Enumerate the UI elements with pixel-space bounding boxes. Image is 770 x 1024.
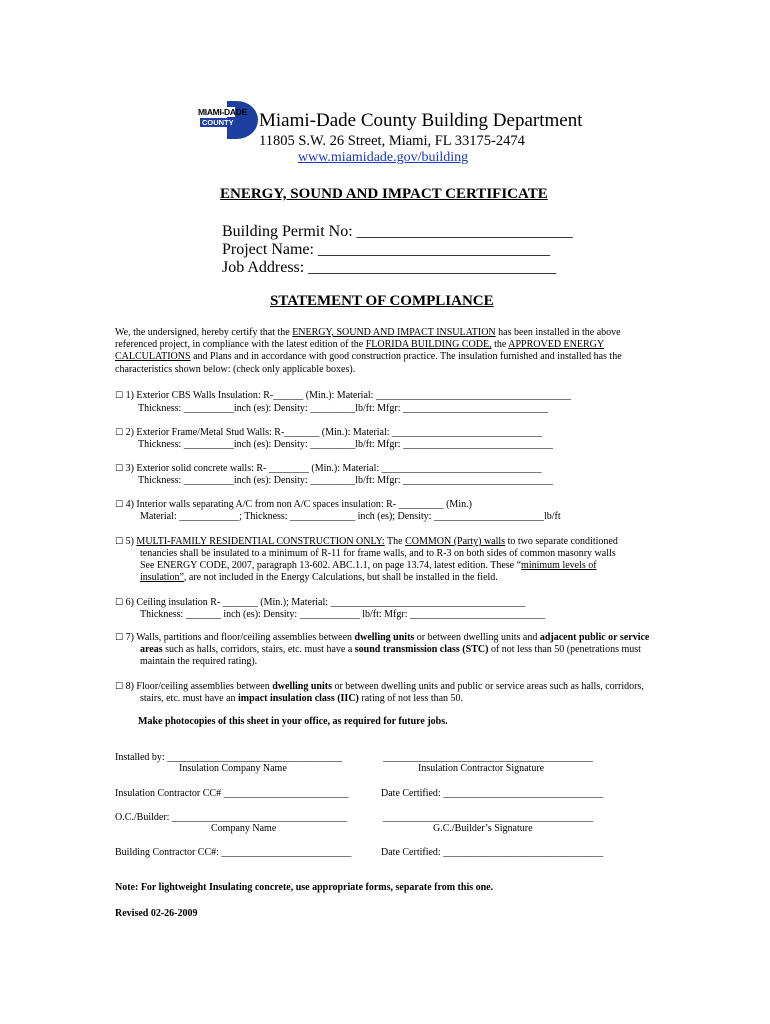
department-name: Miami-Dade County Building Department [259,110,583,131]
item-5-checkbox[interactable]: ☐ [115,537,124,547]
county-logo [197,100,259,140]
document-title: ENERGY, SOUND AND IMPACT CERTIFICATE [220,186,548,202]
insulation-contractor-signature-line[interactable]: __________________________________________ [383,752,593,763]
item-4-checkbox[interactable]: ☐ [115,500,124,510]
item-8-line-2: stairs, etc. must have an impact insulation class (IIC) rating of not less than 50. [140,693,464,704]
item-6-line-1: ☐ 6) Ceiling insulation R- _______ (Min.); Material: _______________________________________ [115,597,526,608]
item-7-line-1: ☐ 7) Walls, partitions and floor/ceiling assemblies between dwelling units or between dwelling units and adjacent public or service [115,632,650,643]
logo-text-bottom: COUNTY [202,118,234,127]
insulation-contractor-cc-field[interactable]: Insulation Contractor CC# _________________________ [115,788,349,799]
footer-note: Note: For lightweight Insulating concrete, use appropriate forms, separate from this one. [115,882,494,893]
item-7-line-2: areas such as halls, corridors, stairs, etc. must have a sound transmission class (STC) of not less than 50 (penetrations must [140,644,641,655]
logo-text-top: MIAMI-DADE [198,107,247,117]
item-4-line-2: Material: ____________; Thickness: _____________ inch (es); Density: ______________________lb/ft [140,511,561,522]
date-certified-field-1[interactable]: Date Certified: ________________________________ [381,788,604,799]
item-3-checkbox[interactable]: ☐ [115,464,124,474]
item-8-checkbox[interactable]: ☐ [115,682,124,692]
item-2-checkbox[interactable]: ☐ [115,428,124,438]
item-4-line-1: ☐ 4) Interior walls separating A/C from non A/C spaces insulation: R- _________ (Min.) [115,499,472,510]
item-5-line-3: See ENERGY CODE, 2007, paragraph 13-602. ABC.1.1, on page 13.74, latest edition. These “minimum levels of [140,560,597,571]
oc-builder-field[interactable]: O.C./Builder: ___________________________________ [115,812,347,823]
revision-date: Revised 02-26-2009 [115,908,198,919]
item-6-checkbox[interactable]: ☐ [115,598,124,608]
item-2-line-1: ☐ 2) Exterior Frame/Metal Stud Walls: R-_______ (Min.): Material: ______________________________ [115,427,543,438]
item-5-line-2: tenancies shall be insulated to a minimum of R-11 for frame walls, and to R-3 on both sides of common masonry walls [140,548,616,559]
gc-builder-signature-line[interactable]: __________________________________________ [383,812,593,823]
date-certified-field-2[interactable]: Date Certified: ________________________________ [381,847,604,858]
building-contractor-cc-field[interactable]: Building Contractor CC#: __________________________ [115,847,352,858]
item-3-line-2: Thickness: __________inch (es): Density: _________lb/ft: Mfgr: ______________________________ [138,475,553,486]
item-5-line-1: ☐ 5) MULTI-FAMILY RESIDENTIAL CONSTRUCTION ONLY: The COMMON (Party) walls to two separate conditioned [115,536,618,547]
gc-builder-signature-caption: G.C./Builder’s Signature [433,823,533,834]
intro-paragraph: We, the undersigned, hereby certify that the ENERGY, SOUND AND IMPACT INSULATION has been installed in the above referenced project, in compliance with the latest edition of the FLORIDA BUILDING CODE, the APPROVED ENERGY CALCULATIONS and Plans and in accordance with good construction practice. The insulation furnished and installed has the characteristics shown below: (check only applicable boxes). [115,327,622,375]
item-1-line-2: Thickness: __________inch (es): Density: _________lb/ft: Mfgr: _____________________________ [138,403,548,414]
installed-by-field[interactable]: Installed by: ___________________________________ [115,752,343,763]
insulation-contractor-signature-caption: Insulation Contractor Signature [418,763,545,774]
project-name-field[interactable]: Project Name: _____________________________ [222,241,550,258]
item-1-checkbox[interactable]: ☐ [115,391,124,401]
company-name-caption: Company Name [211,823,277,834]
item-8-line-1: ☐ 8) Floor/ceiling assemblies between dwelling units or between dwelling units and public or service areas such as halls, corridors, [115,681,644,692]
item-6-line-2: Thickness: _______ inch (es): Density: ____________ lb/ft: Mfgr: ___________________________ [140,609,545,620]
item-7-checkbox[interactable]: ☐ [115,633,124,643]
building-permit-field[interactable]: Building Permit No: ___________________________ [222,223,573,240]
insulation-company-caption: Insulation Company Name [179,763,287,774]
item-5-line-4: insulation”, are not included in the Energy Calculations, but shall be installed in the field. [140,572,498,583]
statement-title: STATEMENT OF COMPLIANCE [270,293,494,309]
photocopy-note: Make photocopies of this sheet in your office, as required for future jobs. [138,716,448,727]
department-address: 11805 S.W. 26 Street, Miami, FL 33175-2474 [259,133,525,149]
item-3-line-1: ☐ 3) Exterior solid concrete walls: R- ________ (Min.): Material: ________________________________ [115,463,542,474]
item-2-line-2: Thickness: __________inch (es): Density: _________lb/ft: Mfgr: ______________________________ [138,439,553,450]
department-url-link[interactable]: www.miamidade.gov/building [298,150,469,165]
job-address-field[interactable]: Job Address: _______________________________ [222,259,557,276]
item-1-line-1: ☐ 1) Exterior CBS Walls Insulation: R-______ (Min.): Material: _______________________________________ [115,390,571,401]
item-7-line-3: maintain the required rating). [140,656,258,667]
